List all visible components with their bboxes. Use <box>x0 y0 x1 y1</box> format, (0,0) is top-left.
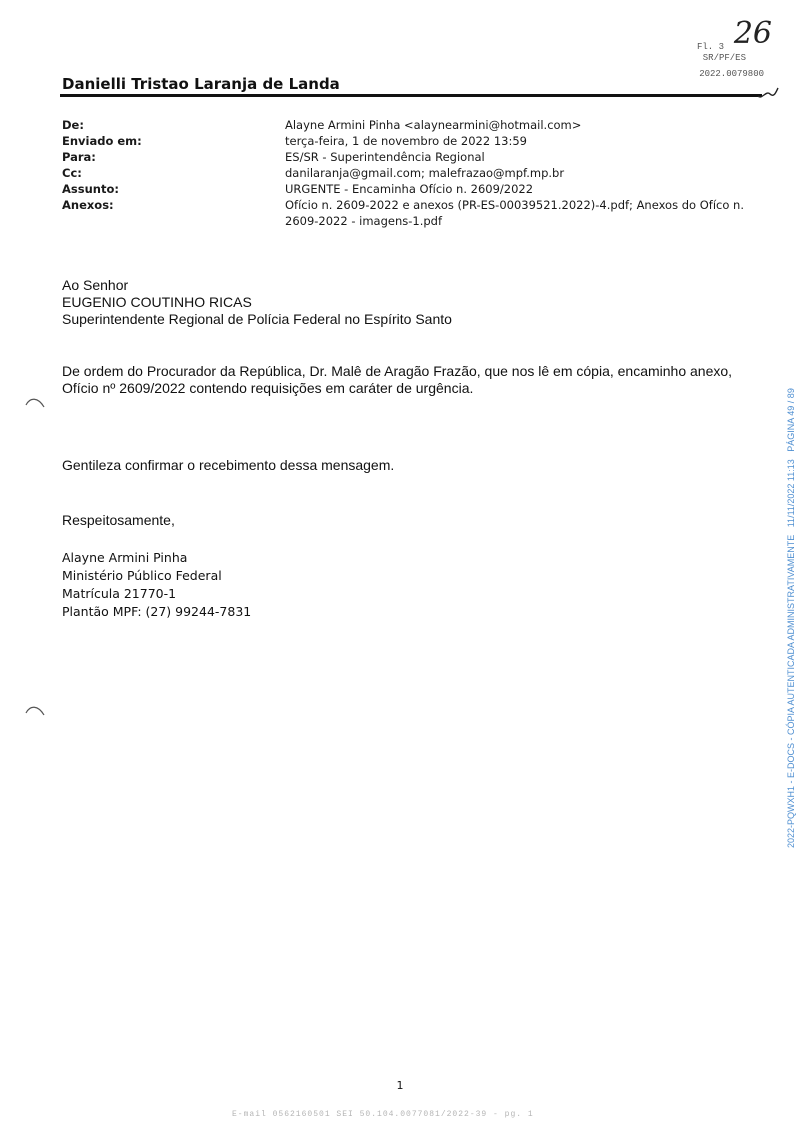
authentication-side-stamp <box>785 283 799 848</box>
header-label: Assunto: <box>62 182 119 196</box>
greeting-salutation: Ao Senhor <box>62 277 129 293</box>
header-value: ES/SR - Superintendência Regional <box>285 150 485 164</box>
header-label: Para: <box>62 150 96 164</box>
handwritten-mark-icon <box>756 80 780 104</box>
signature-name: Alayne Armini Pinha <box>62 550 188 565</box>
header-row-to <box>62 149 762 165</box>
body-paragraph: Gentileza confirmar o recebimento dessa mensagem. <box>62 457 395 473</box>
stamp-folio: Fl. 3 <box>696 42 724 52</box>
stamp-process-number: 2022.0079800 <box>699 69 764 79</box>
signature-phone: Plantão MPF: (27) 99244-7831 <box>62 604 252 619</box>
punch-mark-icon <box>24 703 48 719</box>
body-paragraph: De ordem do Procurador da República, Dr. Malê de Aragão Frazão, que nos lê em cópia, encaminho anexo, Ofício nº 2609/2022 contendo requisições em caráter de urgência. <box>62 363 733 396</box>
header-label: Anexos: <box>62 198 114 212</box>
punch-mark-icon <box>24 395 48 411</box>
recipient-name: EUGENIO COUTINHO RICAS <box>62 294 252 310</box>
recipient-title: Superintendente Regional de Polícia Federal no Espírito Santo <box>62 311 452 327</box>
header-label: De: <box>62 118 84 132</box>
signature-block <box>62 549 251 621</box>
header-row-sent <box>62 133 762 149</box>
email-headers <box>62 117 762 229</box>
header-value: terça-feira, 1 de novembro de 2022 13:59 <box>285 134 527 148</box>
side-stamp-text: 2022-PQWXH1 - E-DOCS - CÓPIA AUTENTICADA ADMINISTRATIVAMENTE 11/11/2022 11:13 PÁGINA 49 / 89 <box>786 388 796 848</box>
page-number: 1 <box>396 1079 404 1092</box>
handwritten-folio-number: 26 <box>733 16 772 51</box>
stamp-unit: SR/PF/ES <box>702 53 746 63</box>
header-label: Cc: <box>62 166 82 180</box>
signature-organization: Ministério Público Federal <box>62 568 222 583</box>
header-label: Enviado em: <box>62 134 142 148</box>
header-value: danilaranja@gmail.com; malefrazao@mpf.mp.br <box>285 166 565 180</box>
header-row-subject <box>62 181 762 197</box>
signature-registration: Matrícula 21770-1 <box>62 586 177 601</box>
header-row-cc <box>62 165 762 181</box>
header-value: URGENTE - Encaminha Ofício n. 2609/2022 <box>285 182 534 196</box>
header-row-from <box>62 117 762 133</box>
header-value: Ofício n. 2609-2022 e anexos (PR-ES-00039521.2022)-4.pdf; Anexos do Ofíco n. 2609-2022 - imagens-1.pdf <box>285 198 744 228</box>
footer-scan-text: E-mail 0562160501 SEI 50.104.0077081/2022-39 - pg. 1 <box>232 1110 534 1119</box>
closing-text: Respeitosamente, <box>62 512 175 528</box>
greeting-block <box>62 277 762 328</box>
header-row-attachments <box>62 197 762 229</box>
mailbox-owner-name: Danielli Tristao Laranja de Landa <box>62 75 340 93</box>
header-divider <box>60 94 762 97</box>
header-value: Alayne Armini Pinha <alaynearmini@hotmail.com> <box>285 118 582 132</box>
